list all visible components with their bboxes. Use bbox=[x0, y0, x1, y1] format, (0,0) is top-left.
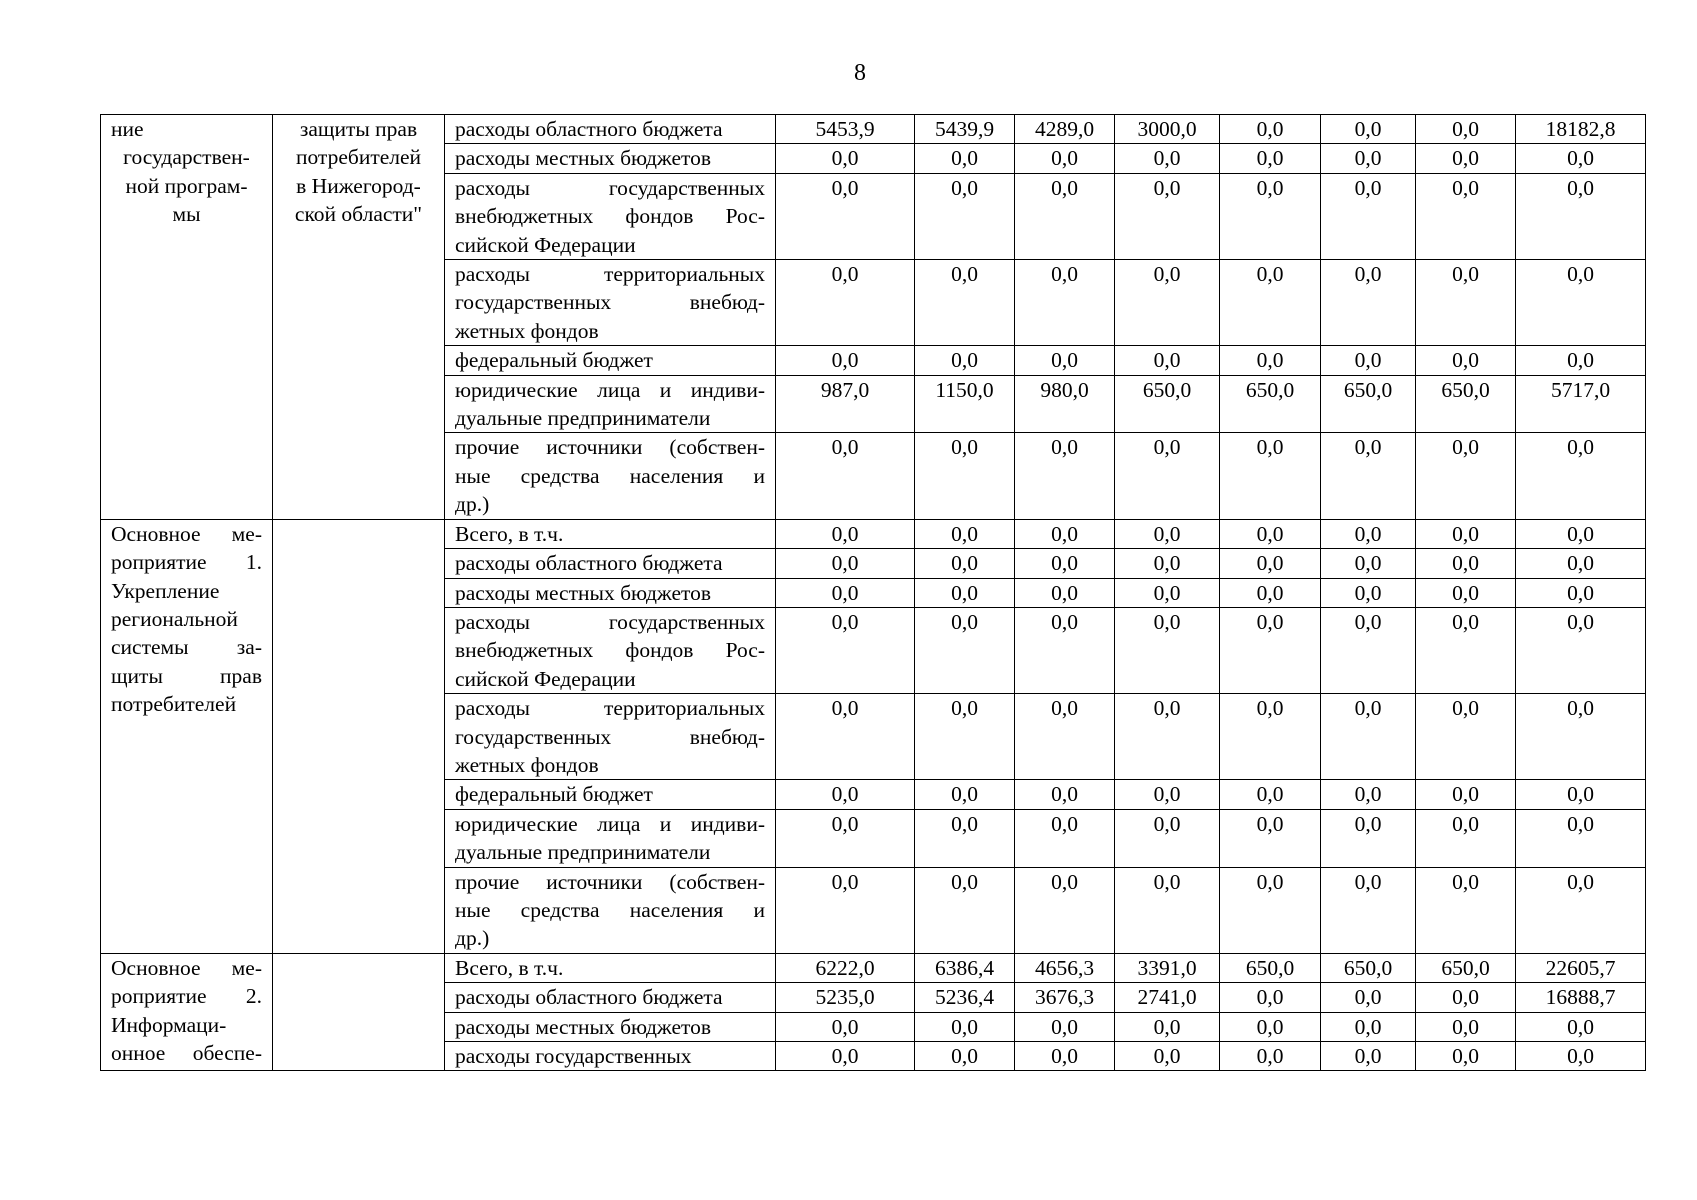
text-line: государственных внебюд- bbox=[455, 290, 765, 315]
value-cell: 650,0 bbox=[1220, 375, 1321, 433]
value-cell: 0,0 bbox=[1321, 260, 1416, 346]
text-line: Всего, в т.ч. bbox=[455, 521, 564, 546]
text-line: онное обеспе- bbox=[111, 1041, 262, 1065]
value-cell: 0,0 bbox=[1015, 144, 1115, 173]
value-cell: 0,0 bbox=[1015, 607, 1115, 693]
total-value-cell: 0,0 bbox=[1516, 260, 1646, 346]
value-cell: 0,0 bbox=[1321, 346, 1416, 375]
value-cell: 0,0 bbox=[1321, 144, 1416, 173]
value-cell: 0,0 bbox=[1220, 260, 1321, 346]
text-line: ные средства населения и bbox=[455, 463, 765, 488]
text-line: прочие источники (собствен- bbox=[455, 869, 765, 894]
value-cell: 0,0 bbox=[1416, 809, 1516, 867]
value-cell: 0,0 bbox=[776, 809, 915, 867]
text-line: прочие источники (собствен- bbox=[455, 435, 765, 460]
value-cell: 3000,0 bbox=[1115, 115, 1220, 144]
value-cell: 987,0 bbox=[776, 375, 915, 433]
text-line: в Нижегород- bbox=[296, 173, 421, 198]
value-cell: 0,0 bbox=[1416, 260, 1516, 346]
funding-source-cell bbox=[445, 1042, 776, 1071]
value-cell: 0,0 bbox=[1321, 809, 1416, 867]
funding-source-cell bbox=[445, 1012, 776, 1041]
value-cell: 0,0 bbox=[1220, 983, 1321, 1012]
text-line: внебюджетных фондов Рос- bbox=[455, 638, 765, 663]
text-line: ные средства населения и bbox=[455, 897, 765, 922]
text-line: ной програм- bbox=[125, 173, 248, 198]
value-cell: 0,0 bbox=[1115, 607, 1220, 693]
text-line: расходы местных бюджетов bbox=[455, 146, 712, 171]
text-line: расходы областного бюджета bbox=[455, 985, 723, 1010]
value-cell: 0,0 bbox=[776, 260, 915, 346]
text-line: щиты прав bbox=[111, 663, 262, 688]
total-value-cell: 22605,7 bbox=[1516, 953, 1646, 982]
value-cell: 0,0 bbox=[1321, 519, 1416, 548]
value-cell: 0,0 bbox=[1321, 607, 1416, 693]
text-line: региональной bbox=[111, 606, 238, 631]
value-cell: 0,0 bbox=[1220, 780, 1321, 809]
funding-table bbox=[100, 114, 1646, 1071]
activity-name-cell bbox=[101, 953, 273, 1071]
value-cell: 0,0 bbox=[1220, 694, 1321, 780]
value-cell: 650,0 bbox=[1321, 953, 1416, 982]
value-cell: 0,0 bbox=[1321, 549, 1416, 578]
text-line: расходы местных бюджетов bbox=[455, 1014, 712, 1039]
total-value-cell: 18182,8 bbox=[1516, 115, 1646, 144]
activity-name-cell bbox=[101, 115, 273, 520]
value-cell: 5453,9 bbox=[776, 115, 915, 144]
value-cell: 0,0 bbox=[1015, 173, 1115, 259]
text-line: потребителей bbox=[111, 692, 237, 717]
text-line: Основное ме- bbox=[111, 955, 262, 980]
value-cell: 0,0 bbox=[915, 173, 1015, 259]
value-cell: 1150,0 bbox=[915, 375, 1015, 433]
text-line: жетных фондов bbox=[455, 752, 599, 777]
funding-source-cell bbox=[445, 549, 776, 578]
table-body bbox=[101, 115, 1646, 1071]
funding-source-cell bbox=[445, 809, 776, 867]
value-cell: 0,0 bbox=[1115, 694, 1220, 780]
text-line: расходы государственных bbox=[455, 175, 765, 200]
total-value-cell: 0,0 bbox=[1516, 1042, 1646, 1071]
total-value-cell: 0,0 bbox=[1516, 867, 1646, 953]
subprogram-cell bbox=[273, 115, 445, 520]
value-cell: 0,0 bbox=[1321, 983, 1416, 1012]
value-cell: 0,0 bbox=[1015, 867, 1115, 953]
value-cell: 0,0 bbox=[1015, 694, 1115, 780]
funding-source-cell bbox=[445, 983, 776, 1012]
value-cell: 650,0 bbox=[1220, 953, 1321, 982]
funding-source-cell bbox=[445, 519, 776, 548]
value-cell: 0,0 bbox=[915, 780, 1015, 809]
value-cell: 0,0 bbox=[915, 144, 1015, 173]
text-line: государственных внебюд- bbox=[455, 724, 765, 749]
value-cell: 650,0 bbox=[1115, 375, 1220, 433]
value-cell: 650,0 bbox=[1321, 375, 1416, 433]
text-line: дуальные предприниматели bbox=[455, 840, 711, 865]
value-cell: 0,0 bbox=[1015, 578, 1115, 607]
value-cell: 0,0 bbox=[915, 607, 1015, 693]
text-line: расходы государственных bbox=[455, 1044, 692, 1068]
text-line: государствен- bbox=[123, 145, 250, 170]
funding-source-cell bbox=[445, 780, 776, 809]
activity-name-cell bbox=[101, 519, 273, 953]
value-cell: 3676,3 bbox=[1015, 983, 1115, 1012]
total-value-cell: 0,0 bbox=[1516, 694, 1646, 780]
value-cell: 0,0 bbox=[1220, 144, 1321, 173]
table-row bbox=[101, 115, 1646, 144]
value-cell: 0,0 bbox=[915, 1042, 1015, 1071]
text-line: мы bbox=[172, 202, 201, 227]
value-cell: 0,0 bbox=[776, 346, 915, 375]
value-cell: 0,0 bbox=[1416, 607, 1516, 693]
value-cell: 3391,0 bbox=[1115, 953, 1220, 982]
text-line: внебюджетных фондов Рос- bbox=[455, 204, 765, 229]
text-line: потребителей bbox=[295, 145, 422, 170]
value-cell: 0,0 bbox=[1015, 519, 1115, 548]
total-value-cell: 0,0 bbox=[1516, 1012, 1646, 1041]
text-line: ской области" bbox=[294, 202, 423, 227]
value-cell: 0,0 bbox=[1416, 115, 1516, 144]
funding-source-cell bbox=[445, 953, 776, 982]
text-line: юридические лица и индиви- bbox=[455, 377, 765, 402]
text-line: расходы местных бюджетов bbox=[455, 580, 712, 605]
value-cell: 0,0 bbox=[776, 433, 915, 519]
value-cell: 0,0 bbox=[1416, 173, 1516, 259]
value-cell: 0,0 bbox=[915, 1012, 1015, 1041]
value-cell: 0,0 bbox=[1416, 549, 1516, 578]
value-cell: 0,0 bbox=[1321, 173, 1416, 259]
value-cell: 0,0 bbox=[1416, 144, 1516, 173]
total-value-cell: 0,0 bbox=[1516, 173, 1646, 259]
value-cell: 0,0 bbox=[1115, 260, 1220, 346]
text-line: ние bbox=[111, 117, 144, 141]
text-line: защиты прав bbox=[299, 117, 418, 141]
value-cell: 6222,0 bbox=[776, 953, 915, 982]
value-cell: 0,0 bbox=[1220, 867, 1321, 953]
text-line: расходы областного бюджета bbox=[455, 551, 723, 576]
value-cell: 0,0 bbox=[1115, 1042, 1220, 1071]
text-line: расходы территориальных bbox=[455, 262, 765, 287]
value-cell: 0,0 bbox=[1115, 578, 1220, 607]
total-value-cell: 16888,7 bbox=[1516, 983, 1646, 1012]
value-cell: 5235,0 bbox=[776, 983, 915, 1012]
value-cell: 0,0 bbox=[1015, 1012, 1115, 1041]
value-cell: 650,0 bbox=[1416, 953, 1516, 982]
value-cell: 0,0 bbox=[915, 578, 1015, 607]
text-line: расходы государственных bbox=[455, 609, 765, 634]
value-cell: 0,0 bbox=[1416, 694, 1516, 780]
value-cell: 0,0 bbox=[1220, 809, 1321, 867]
value-cell: 6386,4 bbox=[915, 953, 1015, 982]
value-cell: 0,0 bbox=[776, 694, 915, 780]
text-line: сийской Федерации bbox=[455, 232, 636, 257]
value-cell: 0,0 bbox=[1416, 1042, 1516, 1071]
value-cell: 0,0 bbox=[1321, 578, 1416, 607]
table-row bbox=[101, 953, 1646, 982]
text-line: жетных фондов bbox=[455, 318, 599, 343]
text-line: др.) bbox=[455, 492, 490, 517]
table-row bbox=[101, 519, 1646, 548]
value-cell: 4656,3 bbox=[1015, 953, 1115, 982]
total-value-cell: 0,0 bbox=[1516, 346, 1646, 375]
value-cell: 0,0 bbox=[915, 867, 1015, 953]
value-cell: 0,0 bbox=[1115, 346, 1220, 375]
value-cell: 0,0 bbox=[1220, 519, 1321, 548]
value-cell: 0,0 bbox=[776, 549, 915, 578]
value-cell: 0,0 bbox=[915, 260, 1015, 346]
value-cell: 2741,0 bbox=[1115, 983, 1220, 1012]
value-cell: 0,0 bbox=[1115, 780, 1220, 809]
text-line: др.) bbox=[455, 926, 490, 951]
value-cell: 0,0 bbox=[1115, 519, 1220, 548]
total-value-cell: 0,0 bbox=[1516, 780, 1646, 809]
funding-source-cell bbox=[445, 115, 776, 144]
value-cell: 4289,0 bbox=[1015, 115, 1115, 144]
total-value-cell: 0,0 bbox=[1516, 519, 1646, 548]
value-cell: 0,0 bbox=[1416, 780, 1516, 809]
total-value-cell: 5717,0 bbox=[1516, 375, 1646, 433]
text-line: сийской Федерации bbox=[455, 666, 636, 691]
value-cell: 0,0 bbox=[1321, 780, 1416, 809]
value-cell: 0,0 bbox=[1321, 433, 1416, 519]
value-cell: 0,0 bbox=[1220, 578, 1321, 607]
value-cell: 0,0 bbox=[776, 1042, 915, 1071]
value-cell: 0,0 bbox=[1321, 1012, 1416, 1041]
value-cell: 0,0 bbox=[1416, 1012, 1516, 1041]
value-cell: 0,0 bbox=[1321, 1042, 1416, 1071]
total-value-cell: 0,0 bbox=[1516, 809, 1646, 867]
value-cell: 0,0 bbox=[1416, 346, 1516, 375]
text-line: Всего, в т.ч. bbox=[455, 955, 564, 980]
value-cell: 0,0 bbox=[1220, 115, 1321, 144]
text-line: расходы территориальных bbox=[455, 696, 765, 721]
value-cell: 0,0 bbox=[1015, 780, 1115, 809]
value-cell: 0,0 bbox=[915, 433, 1015, 519]
value-cell: 0,0 bbox=[1416, 578, 1516, 607]
subprogram-cell bbox=[273, 953, 445, 1071]
value-cell: 0,0 bbox=[1015, 549, 1115, 578]
text-line: роприятие 2. bbox=[111, 984, 262, 1009]
value-cell: 0,0 bbox=[1015, 433, 1115, 519]
value-cell: 5439,9 bbox=[915, 115, 1015, 144]
value-cell: 0,0 bbox=[1115, 173, 1220, 259]
value-cell: 0,0 bbox=[776, 867, 915, 953]
value-cell: 0,0 bbox=[776, 173, 915, 259]
value-cell: 0,0 bbox=[1416, 867, 1516, 953]
funding-source-cell bbox=[445, 144, 776, 173]
value-cell: 980,0 bbox=[1015, 375, 1115, 433]
text-line: Укрепление bbox=[111, 578, 220, 603]
funding-source-cell bbox=[445, 346, 776, 375]
total-value-cell: 0,0 bbox=[1516, 578, 1646, 607]
value-cell: 5236,4 bbox=[915, 983, 1015, 1012]
text-line: Информаци- bbox=[111, 1012, 227, 1037]
value-cell: 0,0 bbox=[776, 607, 915, 693]
value-cell: 0,0 bbox=[915, 694, 1015, 780]
value-cell: 0,0 bbox=[1115, 144, 1220, 173]
value-cell: 0,0 bbox=[1220, 1012, 1321, 1041]
value-cell: 0,0 bbox=[1115, 809, 1220, 867]
total-value-cell: 0,0 bbox=[1516, 144, 1646, 173]
value-cell: 0,0 bbox=[1115, 1012, 1220, 1041]
text-line: дуальные предприниматели bbox=[455, 406, 711, 431]
text-line: федеральный бюджет bbox=[455, 782, 653, 807]
value-cell: 0,0 bbox=[1416, 433, 1516, 519]
value-cell: 0,0 bbox=[1015, 346, 1115, 375]
value-cell: 0,0 bbox=[915, 519, 1015, 548]
value-cell: 0,0 bbox=[776, 519, 915, 548]
value-cell: 0,0 bbox=[1115, 433, 1220, 519]
funding-source-cell bbox=[445, 260, 776, 346]
value-cell: 0,0 bbox=[915, 549, 1015, 578]
funding-source-cell bbox=[445, 694, 776, 780]
value-cell: 0,0 bbox=[1416, 983, 1516, 1012]
value-cell: 0,0 bbox=[1115, 867, 1220, 953]
value-cell: 650,0 bbox=[1416, 375, 1516, 433]
value-cell: 0,0 bbox=[1220, 1042, 1321, 1071]
text-line: федеральный бюджет bbox=[455, 348, 653, 373]
total-value-cell: 0,0 bbox=[1516, 549, 1646, 578]
value-cell: 0,0 bbox=[776, 780, 915, 809]
value-cell: 0,0 bbox=[1321, 694, 1416, 780]
value-cell: 0,0 bbox=[1220, 173, 1321, 259]
value-cell: 0,0 bbox=[1220, 346, 1321, 375]
funding-source-cell bbox=[445, 578, 776, 607]
subprogram-cell bbox=[273, 519, 445, 953]
funding-source-cell bbox=[445, 375, 776, 433]
text-line: расходы областного бюджета bbox=[455, 117, 723, 141]
text-line: роприятие 1. bbox=[111, 550, 262, 575]
funding-source-cell bbox=[445, 607, 776, 693]
text-line: Основное ме- bbox=[111, 521, 262, 546]
value-cell: 0,0 bbox=[1220, 433, 1321, 519]
funding-source-cell bbox=[445, 433, 776, 519]
text-line: системы за- bbox=[111, 635, 262, 660]
value-cell: 0,0 bbox=[1220, 549, 1321, 578]
value-cell: 0,0 bbox=[1321, 867, 1416, 953]
value-cell: 0,0 bbox=[1416, 519, 1516, 548]
text-line: юридические лица и индиви- bbox=[455, 811, 765, 836]
funding-source-cell bbox=[445, 867, 776, 953]
value-cell: 0,0 bbox=[1015, 1042, 1115, 1071]
value-cell: 0,0 bbox=[1321, 115, 1416, 144]
value-cell: 0,0 bbox=[776, 578, 915, 607]
value-cell: 0,0 bbox=[776, 1012, 915, 1041]
value-cell: 0,0 bbox=[1220, 607, 1321, 693]
value-cell: 0,0 bbox=[776, 144, 915, 173]
funding-source-cell bbox=[445, 173, 776, 259]
value-cell: 0,0 bbox=[1015, 809, 1115, 867]
value-cell: 0,0 bbox=[1015, 260, 1115, 346]
total-value-cell: 0,0 bbox=[1516, 607, 1646, 693]
value-cell: 0,0 bbox=[915, 346, 1015, 375]
value-cell: 0,0 bbox=[1115, 549, 1220, 578]
page-number: 8 bbox=[854, 60, 866, 86]
total-value-cell: 0,0 bbox=[1516, 433, 1646, 519]
value-cell: 0,0 bbox=[915, 809, 1015, 867]
